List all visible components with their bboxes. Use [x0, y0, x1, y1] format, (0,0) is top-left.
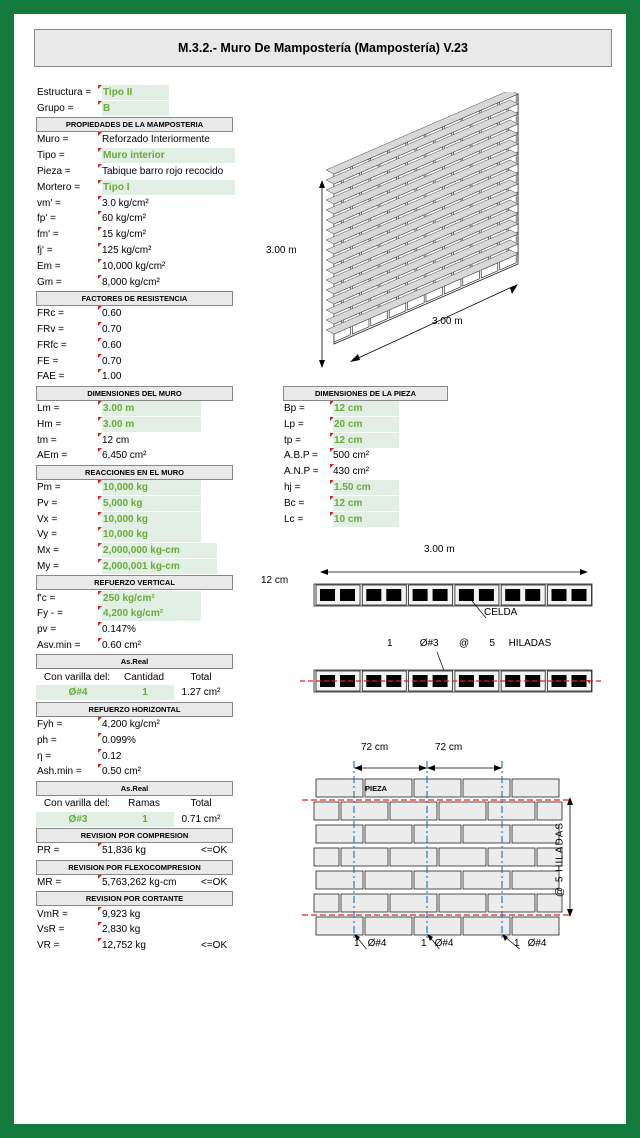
arrow-head [320, 569, 328, 575]
brick [341, 894, 388, 912]
dim-pieza-value[interactable]: 10 cm [333, 512, 399, 527]
as-real-vertical-value-v3: 1.27 cm² [181, 687, 221, 699]
dim-muro-row-1-value[interactable]: 3.00 m [102, 417, 201, 432]
brick [365, 917, 412, 935]
wall-height-label: 3.00 m [266, 245, 297, 256]
compresion-row-label: PR = [37, 845, 60, 857]
brick [488, 848, 535, 866]
dim-pieza-row-7 [14, 512, 414, 527]
dim-pieza-value[interactable]: 12 cm [333, 433, 399, 448]
reacciones-row-0-value[interactable]: 10,000 kg [102, 480, 201, 495]
arrow-head [567, 797, 573, 805]
ref-horizontal-row-2 [14, 749, 244, 764]
factores-row-0 [14, 306, 244, 321]
propiedades-row-9-label: Gm = [37, 276, 62, 288]
horiz-count: 5 [489, 638, 495, 649]
factores-row-1 [14, 322, 244, 337]
propiedades-row-6-value: 15 kg/cm² [102, 229, 146, 241]
dim-pieza-label: Bc = [284, 497, 305, 509]
brick [341, 848, 388, 866]
propiedades-row-4-label: vm' = [37, 197, 61, 209]
cell [433, 589, 448, 601]
propiedades-row-3-value[interactable]: Tipo I [102, 180, 235, 195]
cell [505, 589, 520, 601]
flexo-row-label: MR = [37, 877, 62, 888]
arrow-head [419, 765, 427, 771]
brick [512, 917, 559, 935]
general-row-0 [14, 85, 244, 100]
as-real-vertical-value-v2[interactable]: 1 [142, 687, 148, 699]
dim-pieza-row-2 [14, 433, 414, 448]
dim-pieza-label: Bp = [284, 403, 305, 414]
arrow-head [354, 765, 362, 771]
dim-muro-row-0-value[interactable]: 3.00 m [102, 401, 201, 416]
general-row-1 [14, 101, 244, 116]
horiz-n: 1 [387, 638, 393, 649]
cell [479, 589, 494, 601]
factores-row-0-label: FRc = [37, 308, 64, 320]
ref-vertical-row-0 [14, 591, 244, 606]
factores-row-4-value: 1.00 [102, 371, 122, 383]
dim-pieza-label: tp = [284, 434, 301, 446]
cortante-row-1 [14, 922, 244, 937]
reacciones-row-3 [14, 527, 244, 542]
compresion-row-check: <=OK [201, 845, 228, 857]
wall-isometric-figure [264, 92, 524, 392]
section-header-compresion: REVISION POR COMPRESION [36, 828, 233, 843]
reacciones-row-1-value[interactable]: 5,000 kg [102, 496, 201, 511]
brick [390, 802, 437, 820]
brick [414, 825, 461, 843]
propiedades-row-7-label: fj' = [37, 245, 53, 256]
propiedades-row-2-value: Tabique barro rojo recocido [102, 166, 224, 177]
spacing-label-1: 72 cm [361, 742, 389, 753]
reacciones-row-5-value[interactable]: 2,000,001 kg-cm [102, 559, 217, 574]
brick [463, 825, 510, 843]
propiedades-row-6-label: fm' = [37, 229, 59, 241]
factores-row-4-label: FAE = [37, 371, 65, 383]
ref-vertical-row-2 [14, 622, 244, 637]
bar-count: 1 [354, 938, 360, 949]
as-real-horizontal-col-h3: Total [190, 798, 212, 809]
calculation-sheet [14, 14, 626, 1124]
arrow-head [494, 765, 502, 771]
factores-row-0-value: 0.60 [102, 308, 122, 320]
factores-row-1-value: 0.70 [102, 324, 122, 335]
brick [463, 917, 510, 935]
brick [488, 802, 535, 820]
section-header-dim-pieza: DIMENSIONES DE LA PIEZA [283, 386, 448, 401]
general-row-0-value[interactable]: Tipo II [102, 85, 169, 100]
horizontal-rebar-figure [264, 650, 604, 710]
dim-pieza-row-5 [14, 480, 414, 495]
brick [439, 802, 486, 820]
propiedades-row-8-label: Em = [37, 260, 61, 272]
arrow-head [580, 569, 588, 575]
propiedades-row-2 [14, 164, 244, 179]
ref-vertical-row-3 [14, 638, 244, 653]
section-header-dim-muro: DIMENSIONES DEL MURO [36, 386, 233, 401]
reacciones-row-5-label: My = [37, 561, 59, 572]
cell [366, 589, 381, 601]
cortante-row-1-label: VsR = [37, 924, 65, 936]
cell [320, 589, 335, 601]
brick [316, 825, 363, 843]
cortante-row-2-check: <=OK [201, 940, 228, 952]
ref-vertical-row-0-label: f'c = [37, 592, 56, 604]
as-real-horizontal-columns [14, 796, 244, 811]
cortante-row-0 [14, 907, 244, 922]
brick [439, 848, 486, 866]
section-header-cortante: REVISION POR CORTANTE [36, 891, 233, 906]
cortante-row-0-value: 9,923 kg [102, 908, 141, 920]
bar-count: 1 [421, 938, 427, 949]
section-length-label: 3.00 m [424, 544, 455, 555]
dim-pieza-label: A.B.P = [284, 450, 319, 462]
as-real-horizontal-col-h2: Ramas [128, 798, 160, 809]
ref-vertical-row-3-value: 0.60 cm² [102, 640, 141, 651]
page-title: M.3.2.- Muro De Mampostería (Mampostería) V.23 [34, 29, 612, 67]
brick [341, 802, 388, 820]
as-real-vertical-values [14, 685, 244, 700]
dim-pieza-value: 500 cm² [333, 450, 370, 462]
ref-vertical-row-1-label: Fy - = [37, 608, 63, 620]
section-header-reacciones: REACCIONES EN EL MURO [36, 465, 233, 480]
dim-pieza-row-3 [14, 448, 414, 463]
section-header-propiedades: PROPIEDADES DE LA MAMPOSTERIA [36, 117, 233, 132]
dim-pieza-row-6 [14, 496, 414, 511]
cell [552, 589, 567, 601]
bar-diameter: Ø#4 [367, 938, 387, 949]
propiedades-row-4 [14, 196, 244, 211]
brick [463, 871, 510, 889]
dim-pieza-value[interactable]: 20 cm [333, 417, 399, 432]
propiedades-row-9-value: 8,000 kg/cm² [102, 276, 160, 288]
as-real-horizontal-value-v2[interactable]: 1 [142, 813, 148, 825]
brick [488, 894, 535, 912]
dim-pieza-label: Lp = [284, 418, 304, 430]
cell [413, 589, 428, 601]
factores-row-1-label: FRv = [37, 324, 64, 335]
reacciones-row-4-value[interactable]: 2,000,000 kg-cm [102, 543, 217, 558]
as-real-vertical-header: As.Real [36, 654, 233, 669]
as-real-horizontal-col-h1: Con varilla del: [43, 798, 111, 809]
vertical-bar-label-0 [354, 936, 386, 951]
arrow-head [510, 284, 518, 294]
propiedades-row-9 [14, 275, 244, 290]
dim-pieza-value[interactable]: 12 cm [333, 496, 399, 511]
factores-row-3-label: FE = [37, 355, 59, 367]
propiedades-row-4-value: 3.0 kg/cm² [102, 197, 149, 209]
ref-vertical-row-2-value: 0.147% [102, 624, 136, 636]
factores-row-2-label: FRfc = [37, 339, 67, 351]
flexo-row-check: <=OK [201, 877, 228, 888]
cell [386, 589, 401, 601]
as-real-horizontal-header: As.Real [36, 781, 233, 796]
factores-row-3 [14, 354, 244, 369]
horiz-bar: Ø#3 [419, 638, 439, 649]
ref-horizontal-row-1-value: 0.099% [102, 734, 136, 746]
dim-muro-row-2-label: tm = [37, 434, 57, 446]
as-real-vertical-col-h3: Total [190, 671, 212, 683]
horiz-at: @ [458, 638, 470, 649]
dim-muro-row-3-value: 6,450 cm² [102, 450, 147, 462]
section-header-ref-horizontal: REFUERZO HORIZONTAL [36, 702, 233, 717]
dim-muro-row-1-label: Hm = [37, 418, 62, 430]
ref-horizontal-row-0-label: Fyh = [37, 719, 63, 730]
compresion-row-value: 51,836 kg [102, 845, 146, 857]
reacciones-row-5 [14, 559, 244, 574]
propiedades-row-3-label: Mortero = [37, 181, 81, 193]
propiedades-row-1-label: Tipo = [37, 150, 65, 162]
bar-count: 1 [514, 938, 520, 949]
reacciones-row-1-label: Pv = [37, 497, 58, 509]
cell [340, 589, 355, 601]
brick [512, 779, 559, 797]
ref-horizontal-row-3-label: Ash.min = [37, 766, 82, 778]
brick [365, 871, 412, 889]
brick [314, 894, 339, 912]
as-real-horizontal-value-v3: 0.71 cm² [181, 813, 221, 825]
as-real-vertical-col-h2: Cantidad [123, 671, 165, 683]
cortante-row-2 [14, 938, 244, 953]
section-header-flexo: REVISION POR FLEXOCOMPRESION [36, 860, 233, 875]
propiedades-row-3 [14, 180, 244, 195]
arrow-head [319, 180, 325, 188]
cell [525, 589, 540, 601]
reacciones-row-4-label: Mx = [37, 545, 59, 557]
brick [414, 917, 461, 935]
factores-row-2 [14, 338, 244, 353]
spacing-label-2: 72 cm [435, 742, 463, 753]
propiedades-row-7 [14, 243, 244, 258]
horizontal-rebar-label [387, 636, 551, 651]
propiedades-row-5 [14, 211, 244, 226]
piece-label: PIEZA [365, 784, 388, 793]
flexo-row [14, 875, 244, 890]
flexo-row-value: 5,763,262 kg-cm [102, 877, 177, 888]
ref-vertical-row-0-value[interactable]: 250 kg/cm² [102, 591, 201, 606]
arrow-head [567, 909, 573, 917]
brick [390, 848, 437, 866]
side-rows-label: @ 5 HILADAS [554, 821, 566, 898]
section-header-ref-vertical: REFUERZO VERTICAL [36, 575, 233, 590]
ref-horizontal-row-3-value: 0.50 cm² [102, 766, 141, 778]
horiz-rows: HILADAS [508, 638, 552, 649]
ref-vertical-row-1 [14, 606, 244, 621]
propiedades-row-5-value: 60 kg/cm² [102, 213, 146, 225]
general-row-0-label: Estructura = [37, 87, 92, 98]
dim-muro-row-3-label: AEm = [37, 450, 68, 462]
cell-label: CELDA [484, 607, 518, 618]
dim-pieza-label: A.N.P = [284, 466, 319, 478]
dim-pieza-label: hj = [284, 482, 301, 493]
propiedades-row-5-label: fp' = [37, 213, 56, 225]
brick [314, 848, 339, 866]
general-row-1-value[interactable]: B [102, 101, 169, 116]
ref-vertical-row-3-label: Asv.min = [37, 640, 81, 651]
propiedades-row-7-value: 125 kg/cm² [102, 245, 152, 256]
general-row-1-label: Grupo = [37, 102, 74, 114]
reacciones-row-3-value[interactable]: 10,000 kg [102, 527, 201, 542]
cortante-row-1-value: 2,830 kg [102, 924, 141, 936]
as-real-horizontal-value-v1[interactable]: Ø#3 [68, 813, 88, 825]
ref-vertical-row-2-label: pv = [37, 624, 57, 636]
reacciones-row-0-label: Pm = [37, 482, 61, 493]
propiedades-row-1 [14, 148, 244, 163]
vertical-bar-label-1 [421, 936, 453, 951]
propiedades-row-0-value: Reforzado Interiormente [102, 134, 210, 146]
vertical-bar-label-2 [514, 936, 546, 951]
wall-length-label: 3.00 m [432, 316, 463, 327]
dim-muro-row-2-value: 12 cm [102, 434, 130, 446]
propiedades-row-1-value[interactable]: Muro interior [102, 148, 235, 163]
ref-vertical-row-1-value[interactable]: 4,200 kg/cm² [102, 606, 201, 621]
factores-row-2-value: 0.60 [102, 339, 122, 351]
ref-horizontal-row-0-value: 4,200 kg/cm² [102, 719, 160, 730]
factores-row-4 [14, 369, 244, 384]
dim-pieza-value: 430 cm² [333, 466, 370, 478]
reacciones-row-2-label: Vx = [37, 513, 58, 525]
brick [316, 779, 363, 797]
brick [316, 917, 363, 935]
propiedades-row-0-label: Muro = [37, 134, 69, 146]
reacciones-row-4 [14, 543, 244, 558]
section-header-factores: FACTORES DE RESISTENCIA [36, 291, 233, 306]
as-real-vertical-value-v1[interactable]: Ø#4 [68, 687, 88, 699]
brick [365, 825, 412, 843]
cortante-row-2-value: 12,752 kg [102, 940, 146, 952]
as-real-horizontal-values [14, 812, 244, 827]
ref-horizontal-row-2-value: 0.12 [102, 750, 122, 762]
dim-muro-row-0-label: Lm = [37, 403, 60, 414]
cortante-row-0-label: VmR = [37, 908, 68, 920]
propiedades-row-8 [14, 259, 244, 274]
brick [314, 802, 339, 820]
ref-horizontal-row-0 [14, 717, 244, 732]
dim-pieza-value[interactable]: 12 cm [333, 401, 399, 416]
cell [572, 589, 587, 601]
brick [414, 871, 461, 889]
reacciones-row-2-value[interactable]: 10,000 kg [102, 512, 201, 527]
cortante-row-2-label: VR = [37, 940, 60, 952]
brick [463, 779, 510, 797]
arrow-head [350, 354, 360, 362]
ref-horizontal-row-2-label: η = [37, 750, 52, 762]
as-real-vertical-columns [14, 670, 244, 685]
brick [414, 779, 461, 797]
brick [439, 894, 486, 912]
dim-pieza-row-1 [14, 417, 414, 432]
ref-horizontal-row-1-label: ph = [37, 734, 57, 746]
propiedades-row-8-value: 10,000 kg/cm² [102, 260, 166, 272]
compresion-row [14, 843, 244, 858]
propiedades-row-0 [14, 132, 244, 147]
reacciones-row-3-label: Vy = [37, 529, 57, 541]
dim-pieza-row-0 [14, 401, 414, 416]
arrow-head [427, 765, 435, 771]
arrow-head [319, 360, 325, 368]
cell [459, 589, 474, 601]
dim-pieza-row-4 [14, 464, 414, 479]
dim-pieza-label: Lc = [284, 513, 304, 525]
bar-diameter: Ø#4 [527, 938, 547, 949]
propiedades-row-6 [14, 227, 244, 242]
propiedades-row-2-label: Pieza = [37, 166, 71, 177]
factores-row-3-value: 0.70 [102, 355, 122, 367]
brick [316, 871, 363, 889]
dim-pieza-value[interactable]: 1.50 cm [333, 480, 399, 495]
brick [390, 894, 437, 912]
ref-horizontal-row-3 [14, 764, 244, 779]
as-real-vertical-col-h1: Con varilla del: [43, 671, 111, 683]
bar-diameter: Ø#4 [434, 938, 454, 949]
section-thickness-label: 12 cm [261, 575, 289, 586]
ref-horizontal-row-1 [14, 733, 244, 748]
